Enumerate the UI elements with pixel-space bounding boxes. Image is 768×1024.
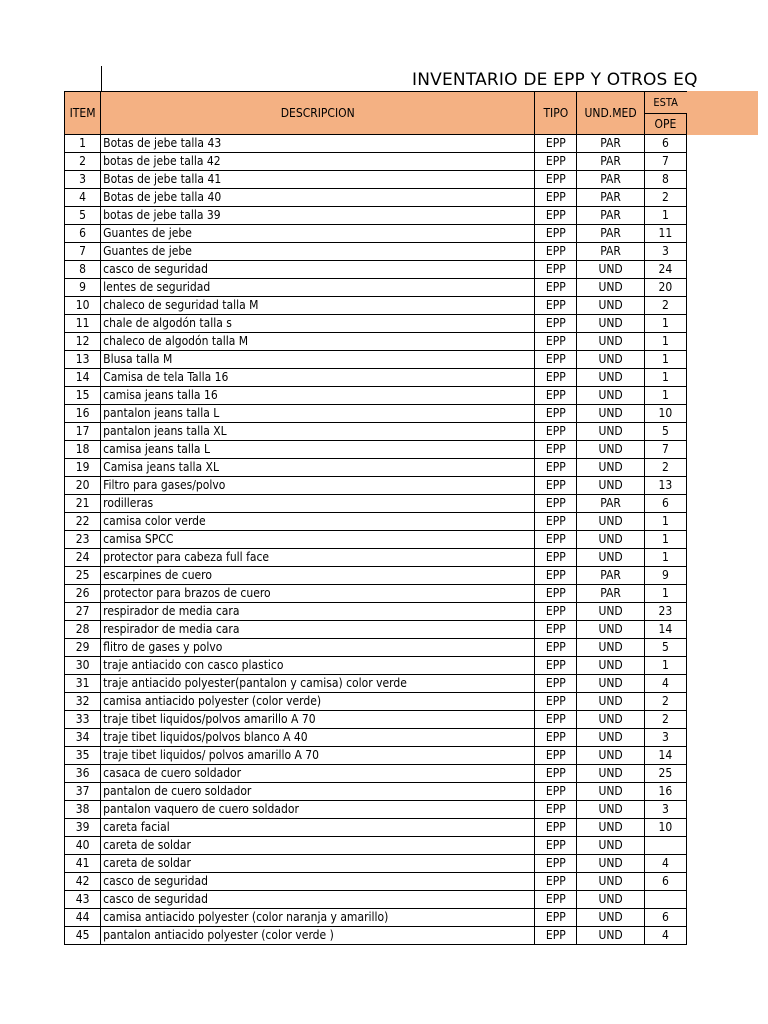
table-row — [65, 657, 687, 675]
cell-item[interactable]: 17 — [65, 423, 101, 441]
cell-item[interactable]: 39 — [65, 819, 101, 837]
cell-descripcion[interactable]: respirador de media cara — [101, 621, 535, 639]
cell-item[interactable]: 35 — [65, 747, 101, 765]
cell-und-med[interactable]: UND — [577, 459, 644, 477]
cell-item[interactable]: 1 — [65, 135, 101, 153]
cell-item[interactable]: 12 — [65, 333, 101, 351]
table-row — [65, 423, 687, 441]
cell-descripcion[interactable]: Botas de jebe talla 40 — [101, 189, 535, 207]
cell-und-med[interactable]: UND — [577, 747, 644, 765]
cell-und-med[interactable]: PAR — [577, 243, 644, 261]
cell-und-med[interactable]: PAR — [577, 207, 644, 225]
table-row — [65, 855, 687, 873]
cell-item[interactable]: 19 — [65, 459, 101, 477]
cell-ope[interactable]: 7 — [644, 441, 686, 459]
table-row — [65, 153, 687, 171]
cell-descripcion[interactable]: Botas de jebe talla 43 — [101, 135, 535, 153]
cell-und-med[interactable]: PAR — [577, 225, 644, 243]
cell-ope[interactable]: 1 — [644, 315, 686, 333]
table-row — [65, 225, 687, 243]
cell-und-med[interactable]: UND — [577, 279, 644, 297]
cell-und-med[interactable]: UND — [577, 729, 644, 747]
cell-ope[interactable]: 4 — [644, 675, 686, 693]
cell-und-med[interactable]: UND — [577, 711, 644, 729]
cell-und-med[interactable]: PAR — [577, 171, 644, 189]
cell-item[interactable]: 6 — [65, 225, 101, 243]
cell-und-med[interactable]: UND — [577, 369, 644, 387]
cell-ope[interactable]: 1 — [644, 585, 686, 603]
cell-tipo[interactable]: EPP — [535, 549, 577, 567]
table-row — [65, 531, 687, 549]
cell-descripcion[interactable]: pantalon vaquero de cuero soldador — [101, 801, 535, 819]
cell-descripcion[interactable]: traje tibet liquidos/polvos amarillo A 70 — [101, 711, 535, 729]
cell-ope[interactable]: 9 — [644, 567, 686, 585]
cell-ope[interactable]: 1 — [644, 351, 686, 369]
cell-tipo[interactable]: EPP — [535, 513, 577, 531]
cell-item[interactable]: 4 — [65, 189, 101, 207]
cell-ope[interactable]: 6 — [644, 135, 686, 153]
cell-ope[interactable]: 8 — [644, 171, 686, 189]
cell-descripcion[interactable]: traje antiacido polyester(pantalon y camisa) color verde — [101, 675, 535, 693]
cell-ope[interactable]: 14 — [644, 747, 686, 765]
cell-item[interactable]: 10 — [65, 297, 101, 315]
cell-item[interactable]: 11 — [65, 315, 101, 333]
cell-tipo[interactable]: EPP — [535, 387, 577, 405]
table-row — [65, 729, 687, 747]
cell-item[interactable]: 9 — [65, 279, 101, 297]
header-tipo[interactable]: TIPO — [535, 92, 577, 135]
sheet-title: INVENTARIO DE EPP Y OTROS EQ — [412, 70, 698, 90]
cell-tipo[interactable]: EPP — [535, 261, 577, 279]
table-row — [65, 207, 687, 225]
cell-und-med[interactable]: UND — [577, 657, 644, 675]
cell-ope[interactable]: 10 — [644, 819, 686, 837]
cell-descripcion[interactable]: Botas de jebe talla 41 — [101, 171, 535, 189]
cell-item[interactable]: 24 — [65, 549, 101, 567]
cell-tipo[interactable]: EPP — [535, 153, 577, 171]
cell-und-med[interactable]: UND — [577, 621, 644, 639]
cell-descripcion[interactable]: camisa jeans talla L — [101, 441, 535, 459]
table-row — [65, 783, 687, 801]
cell-item[interactable]: 5 — [65, 207, 101, 225]
cell-descripcion[interactable]: careta facial — [101, 819, 535, 837]
table-row — [65, 297, 687, 315]
cell-descripcion[interactable]: chaleco de algodón talla M — [101, 333, 535, 351]
cell-ope[interactable]: 13 — [644, 477, 686, 495]
cell-ope[interactable]: 24 — [644, 261, 686, 279]
cell-item[interactable]: 38 — [65, 801, 101, 819]
cell-descripcion[interactable]: traje antiacido con casco plastico — [101, 657, 535, 675]
cell-tipo[interactable]: EPP — [535, 909, 577, 927]
table-row — [65, 279, 687, 297]
cell-und-med[interactable]: UND — [577, 873, 644, 891]
cell-und-med[interactable]: UND — [577, 855, 644, 873]
cell-item[interactable]: 25 — [65, 567, 101, 585]
cell-descripcion[interactable]: chale de algodón talla s — [101, 315, 535, 333]
cell-tipo[interactable]: EPP — [535, 315, 577, 333]
cell-und-med[interactable]: UND — [577, 693, 644, 711]
cell-descripcion[interactable]: casco de seguridad — [101, 873, 535, 891]
cell-und-med[interactable]: UND — [577, 297, 644, 315]
table-row — [65, 513, 687, 531]
cell-tipo[interactable]: EPP — [535, 621, 577, 639]
cell-descripcion[interactable]: respirador de media cara — [101, 603, 535, 621]
cell-ope[interactable]: 23 — [644, 603, 686, 621]
cell-und-med[interactable]: UND — [577, 603, 644, 621]
table-row — [65, 387, 687, 405]
cell-tipo[interactable]: EPP — [535, 927, 577, 945]
cell-ope[interactable]: 3 — [644, 801, 686, 819]
cell-tipo[interactable]: EPP — [535, 747, 577, 765]
cell-item[interactable]: 7 — [65, 243, 101, 261]
cell-item[interactable]: 36 — [65, 765, 101, 783]
cell-item[interactable]: 18 — [65, 441, 101, 459]
cell-ope[interactable]: 11 — [644, 225, 686, 243]
cell-tipo[interactable]: EPP — [535, 171, 577, 189]
cell-item[interactable]: 3 — [65, 171, 101, 189]
cell-item[interactable]: 15 — [65, 387, 101, 405]
cell-und-med[interactable]: UND — [577, 387, 644, 405]
table-row — [65, 135, 687, 153]
table-row — [65, 639, 687, 657]
cell-tipo[interactable]: EPP — [535, 477, 577, 495]
cell-und-med[interactable]: UND — [577, 315, 644, 333]
cell-und-med[interactable]: PAR — [577, 189, 644, 207]
cell-descripcion[interactable]: pantalon de cuero soldador — [101, 783, 535, 801]
header-descripcion[interactable]: DESCRIPCION — [101, 92, 535, 135]
cell-descripcion[interactable]: careta de soldar — [101, 855, 535, 873]
cell-item[interactable]: 22 — [65, 513, 101, 531]
cell-descripcion[interactable]: camisa color verde — [101, 513, 535, 531]
cell-descripcion[interactable]: camisa jeans talla 16 — [101, 387, 535, 405]
cell-ope[interactable]: 25 — [644, 765, 686, 783]
table-row — [65, 495, 687, 513]
cell-item[interactable]: 40 — [65, 837, 101, 855]
cell-item[interactable]: 14 — [65, 369, 101, 387]
table-row — [65, 459, 687, 477]
cell-ope[interactable]: 6 — [644, 873, 686, 891]
cell-und-med[interactable]: UND — [577, 513, 644, 531]
cell-und-med[interactable]: UND — [577, 819, 644, 837]
table-row — [65, 891, 687, 909]
cell-tipo[interactable]: EPP — [535, 891, 577, 909]
header-estado[interactable]: ESTA — [644, 92, 686, 114]
table-row — [65, 747, 687, 765]
cell-descripcion[interactable]: casco de seguridad — [101, 891, 535, 909]
cell-und-med[interactable]: PAR — [577, 567, 644, 585]
table-row — [65, 837, 687, 855]
table-row — [65, 693, 687, 711]
table-row — [65, 261, 687, 279]
table-row — [65, 243, 687, 261]
cell-tipo[interactable]: EPP — [535, 855, 577, 873]
cell-descripcion[interactable]: escarpines de cuero — [101, 567, 535, 585]
cell-tipo[interactable]: EPP — [535, 207, 577, 225]
cell-descripcion[interactable]: botas de jebe talla 42 — [101, 153, 535, 171]
table-row — [65, 351, 687, 369]
cell-ope[interactable]: 2 — [644, 711, 686, 729]
cell-descripcion[interactable]: camisa antiacido polyester (color naranja y amarillo) — [101, 909, 535, 927]
cell-item[interactable]: 2 — [65, 153, 101, 171]
cell-ope[interactable] — [644, 891, 686, 909]
cell-und-med[interactable]: UND — [577, 477, 644, 495]
cell-item[interactable]: 31 — [65, 675, 101, 693]
table-row — [65, 819, 687, 837]
cell-tipo[interactable]: EPP — [535, 369, 577, 387]
cell-tipo[interactable]: EPP — [535, 135, 577, 153]
cell-item[interactable]: 16 — [65, 405, 101, 423]
cell-tipo[interactable]: EPP — [535, 603, 577, 621]
cell-und-med[interactable]: UND — [577, 801, 644, 819]
cell-tipo[interactable]: EPP — [535, 585, 577, 603]
cell-item[interactable]: 30 — [65, 657, 101, 675]
cell-item[interactable]: 8 — [65, 261, 101, 279]
cell-ope[interactable]: 5 — [644, 423, 686, 441]
cell-ope[interactable]: 2 — [644, 459, 686, 477]
cell-descripcion[interactable]: Filtro para gases/polvo — [101, 477, 535, 495]
cell-item[interactable]: 13 — [65, 351, 101, 369]
cell-descripcion[interactable]: careta de soldar — [101, 837, 535, 855]
table-row — [65, 675, 687, 693]
cell-und-med[interactable]: UND — [577, 891, 644, 909]
header-ope[interactable]: OPE — [644, 114, 686, 135]
cell-tipo[interactable]: EPP — [535, 711, 577, 729]
cell-item[interactable]: 41 — [65, 855, 101, 873]
cell-item[interactable]: 28 — [65, 621, 101, 639]
cell-tipo[interactable]: EPP — [535, 837, 577, 855]
cell-item[interactable]: 45 — [65, 927, 101, 945]
cell-descripcion[interactable]: traje tibet liquidos/ polvos amarillo A 70 — [101, 747, 535, 765]
cell-item[interactable]: 33 — [65, 711, 101, 729]
header-und-med[interactable]: UND.MED — [577, 92, 644, 135]
cell-und-med[interactable]: UND — [577, 351, 644, 369]
cell-ope[interactable]: 16 — [644, 783, 686, 801]
cell-descripcion[interactable]: protector para brazos de cuero — [101, 585, 535, 603]
cell-und-med[interactable]: UND — [577, 837, 644, 855]
cell-tipo[interactable]: EPP — [535, 819, 577, 837]
cell-ope[interactable]: 1 — [644, 513, 686, 531]
cell-und-med[interactable]: UND — [577, 909, 644, 927]
cell-tipo[interactable]: EPP — [535, 441, 577, 459]
cell-und-med[interactable]: UND — [577, 423, 644, 441]
cell-descripcion[interactable]: Camisa de tela Talla 16 — [101, 369, 535, 387]
cell-descripcion[interactable]: Blusa talla M — [101, 351, 535, 369]
cell-tipo[interactable]: EPP — [535, 333, 577, 351]
cell-ope[interactable]: 4 — [644, 927, 686, 945]
table-row — [65, 711, 687, 729]
table-row — [65, 441, 687, 459]
cell-tipo[interactable]: EPP — [535, 675, 577, 693]
cell-tipo[interactable]: EPP — [535, 783, 577, 801]
table-row — [65, 621, 687, 639]
cell-und-med[interactable]: UND — [577, 639, 644, 657]
cell-tipo[interactable]: EPP — [535, 693, 577, 711]
cell-tipo[interactable]: EPP — [535, 639, 577, 657]
cell-descripcion[interactable]: camisa antiacido polyester (color verde) — [101, 693, 535, 711]
cell-tipo[interactable]: EPP — [535, 729, 577, 747]
cell-tipo[interactable]: EPP — [535, 459, 577, 477]
cell-item[interactable]: 37 — [65, 783, 101, 801]
cell-descripcion[interactable]: traje tibet liquidos/polvos blanco A 40 — [101, 729, 535, 747]
cell-descripcion[interactable]: chaleco de seguridad talla M — [101, 297, 535, 315]
table-row — [65, 549, 687, 567]
cell-item[interactable]: 34 — [65, 729, 101, 747]
cell-ope[interactable]: 14 — [644, 621, 686, 639]
cell-tipo[interactable]: EPP — [535, 189, 577, 207]
cell-und-med[interactable]: PAR — [577, 585, 644, 603]
cell-ope[interactable]: 6 — [644, 909, 686, 927]
cell-tipo[interactable]: EPP — [535, 423, 577, 441]
cell-tipo[interactable]: EPP — [535, 531, 577, 549]
cell-descripcion[interactable]: lentes de seguridad — [101, 279, 535, 297]
cell-ope[interactable]: 20 — [644, 279, 686, 297]
table-row — [65, 927, 687, 945]
cell-item[interactable]: 43 — [65, 891, 101, 909]
table-row — [65, 873, 687, 891]
cell-ope[interactable]: 10 — [644, 405, 686, 423]
cell-ope[interactable]: 1 — [644, 531, 686, 549]
cell-tipo[interactable]: EPP — [535, 495, 577, 513]
cell-ope[interactable]: 3 — [644, 729, 686, 747]
cell-tipo[interactable]: EPP — [535, 657, 577, 675]
cell-ope[interactable]: 1 — [644, 549, 686, 567]
cell-descripcion[interactable]: flitro de gases y polvo — [101, 639, 535, 657]
cell-ope[interactable]: 1 — [644, 369, 686, 387]
cell-ope[interactable]: 1 — [644, 657, 686, 675]
table-row — [65, 765, 687, 783]
cell-descripcion[interactable]: rodilleras — [101, 495, 535, 513]
cell-item[interactable]: 44 — [65, 909, 101, 927]
cell-ope[interactable]: 2 — [644, 189, 686, 207]
cell-und-med[interactable]: UND — [577, 675, 644, 693]
table-row — [65, 801, 687, 819]
cell-tipo[interactable]: EPP — [535, 765, 577, 783]
cell-descripcion[interactable]: botas de jebe talla 39 — [101, 207, 535, 225]
cell-ope[interactable]: 5 — [644, 639, 686, 657]
cell-descripcion[interactable]: pantalon jeans talla XL — [101, 423, 535, 441]
cell-und-med[interactable]: UND — [577, 927, 644, 945]
cell-descripcion[interactable]: Guantes de jebe — [101, 225, 535, 243]
cell-ope[interactable]: 1 — [644, 207, 686, 225]
cell-und-med[interactable]: PAR — [577, 495, 644, 513]
cell-descripcion[interactable]: casco de seguridad — [101, 261, 535, 279]
cell-tipo[interactable]: EPP — [535, 225, 577, 243]
table-row — [65, 189, 687, 207]
cell-tipo[interactable]: EPP — [535, 297, 577, 315]
cell-tipo[interactable]: EPP — [535, 243, 577, 261]
cell-und-med[interactable]: PAR — [577, 135, 644, 153]
table-row — [65, 315, 687, 333]
cell-ope[interactable]: 1 — [644, 387, 686, 405]
cell-item[interactable]: 27 — [65, 603, 101, 621]
table-row — [65, 585, 687, 603]
cell-item[interactable]: 21 — [65, 495, 101, 513]
cell-und-med[interactable]: UND — [577, 765, 644, 783]
cell-tipo[interactable]: EPP — [535, 873, 577, 891]
cell-item[interactable]: 26 — [65, 585, 101, 603]
table-row — [65, 567, 687, 585]
cell-und-med[interactable]: UND — [577, 783, 644, 801]
cell-item[interactable]: 29 — [65, 639, 101, 657]
cell-ope[interactable]: 2 — [644, 297, 686, 315]
table-row — [65, 333, 687, 351]
cell-ope[interactable]: 6 — [644, 495, 686, 513]
cell-descripcion[interactable]: pantalon jeans talla L — [101, 405, 535, 423]
cell-ope[interactable]: 2 — [644, 693, 686, 711]
table-row — [65, 909, 687, 927]
cell-und-med[interactable]: UND — [577, 405, 644, 423]
cell-und-med[interactable]: PAR — [577, 153, 644, 171]
cell-descripcion[interactable]: pantalon antiacido polyester (color verde ) — [101, 927, 535, 945]
cell-descripcion[interactable]: protector para cabeza full face — [101, 549, 535, 567]
cell-ope[interactable]: 7 — [644, 153, 686, 171]
cell-item[interactable]: 42 — [65, 873, 101, 891]
cell-descripcion[interactable]: Guantes de jebe — [101, 243, 535, 261]
cell-tipo[interactable]: EPP — [535, 405, 577, 423]
cell-item[interactable]: 20 — [65, 477, 101, 495]
table-row — [65, 171, 687, 189]
table-row — [65, 477, 687, 495]
table-row — [65, 603, 687, 621]
cell-item[interactable]: 23 — [65, 531, 101, 549]
cell-descripcion[interactable]: camisa SPCC — [101, 531, 535, 549]
inventory-table — [64, 91, 687, 945]
table-row — [65, 369, 687, 387]
cell-und-med[interactable]: UND — [577, 549, 644, 567]
table-row — [65, 405, 687, 423]
header-item[interactable]: ITEM — [65, 92, 101, 135]
cell-ope[interactable]: 3 — [644, 243, 686, 261]
cell-und-med[interactable]: UND — [577, 441, 644, 459]
column-divider — [101, 66, 102, 91]
cell-tipo[interactable]: EPP — [535, 279, 577, 297]
cell-tipo[interactable]: EPP — [535, 801, 577, 819]
cell-tipo[interactable]: EPP — [535, 567, 577, 585]
cell-descripcion[interactable]: Camisa jeans talla XL — [101, 459, 535, 477]
cell-tipo[interactable]: EPP — [535, 351, 577, 369]
table-body — [65, 135, 687, 945]
cell-und-med[interactable]: UND — [577, 261, 644, 279]
cell-ope[interactable] — [644, 837, 686, 855]
cell-ope[interactable]: 1 — [644, 333, 686, 351]
cell-descripcion[interactable]: casaca de cuero soldador — [101, 765, 535, 783]
cell-und-med[interactable]: UND — [577, 333, 644, 351]
cell-und-med[interactable]: UND — [577, 531, 644, 549]
cell-ope[interactable]: 4 — [644, 855, 686, 873]
cell-item[interactable]: 32 — [65, 693, 101, 711]
